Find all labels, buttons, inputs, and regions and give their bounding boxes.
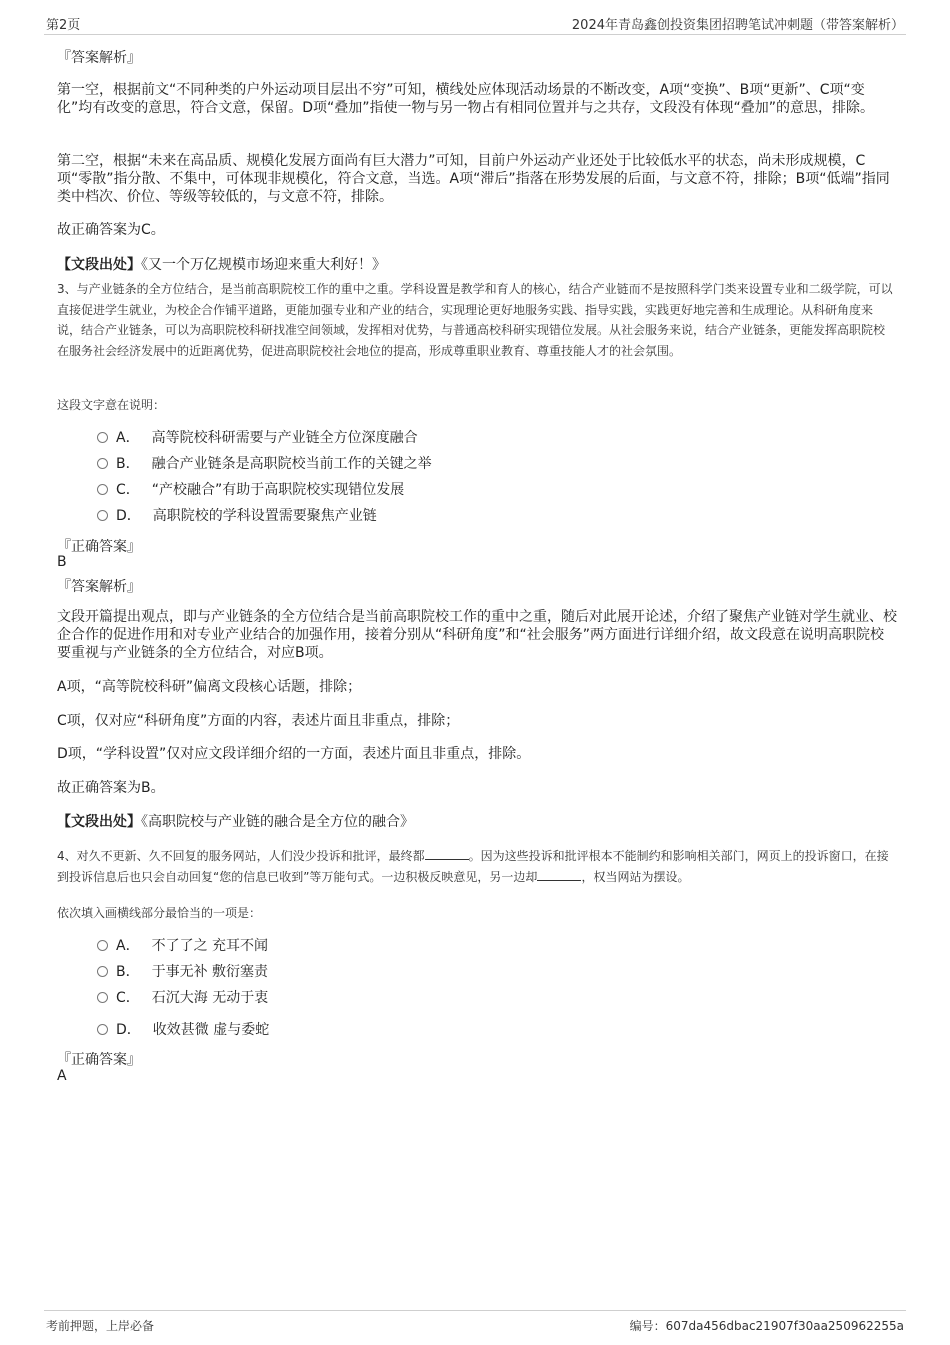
option-letter: C． (116, 482, 140, 498)
page-footer (44, 1310, 906, 1337)
q4-stem-part3: ，权当网站为摆设。 (581, 869, 690, 884)
q2-analysis-label: 『答案解析』 (57, 50, 141, 66)
q3-analysis-c: C项，仅对应“科研角度”方面的内容，表述片面且非重点，排除； (57, 713, 460, 729)
document-title: 2024年青岛鑫创投资集团招聘笔试冲刺题（带答案解析） (571, 18, 904, 33)
q3-prompt: 这段文字意在说明： (57, 398, 166, 412)
q4-option-c[interactable] (97, 988, 268, 1008)
q3-analysis-d: D项，“学科设置”仅对应文段详细介绍的一方面，表述片面且非重点，排除。 (57, 746, 531, 762)
q2-source (57, 256, 897, 274)
q4-stem-part1: 4、对久不更新、久不回复的服务网站，人们没少投诉和批评，最终都 (57, 849, 425, 863)
q4-option-d[interactable] (97, 1020, 269, 1040)
option-letter: A． (116, 938, 140, 954)
radio-icon[interactable] (97, 966, 108, 977)
option-letter: C． (116, 990, 140, 1006)
option-text: 高职院校的学科设置需要聚焦产业链 (152, 508, 377, 524)
option-text: 收效甚微 虚与委蛇 (152, 1022, 270, 1038)
option-text: 高等院校科研需要与产业链全方位深度融合 (151, 430, 418, 446)
option-letter: B． (116, 964, 140, 980)
q3-analysis-a: A项，“高等院校科研”偏离文段核心话题，排除； (57, 679, 362, 695)
q2-conclusion: 故正确答案为C。 (57, 222, 165, 238)
option-text: 于事无补 敷衍塞责 (151, 964, 269, 980)
radio-icon[interactable] (97, 940, 108, 951)
option-letter: B． (116, 456, 140, 472)
source-title: 《又一个万亿规模市场迎来重大利好！》 (141, 257, 386, 273)
radio-icon[interactable] (97, 484, 108, 495)
q2-analysis-p2: 第二空，根据“未来在高品质、规模化发展方面尚有巨大潜力”可知，目前户外运动产业还处于比较低水平的状态，尚未形成规模，C项“零散”指分散、不集中，可体现非规模化，符合文意，当选。A项“滞后”指落在形势发展的后面，与文意不符，排除；B项“低端”指同类中档次、价位、等级等较低的，与文意不符，排除。 (57, 153, 890, 205)
document-id: 编号：607da456dbac21907f30aa250962255a (629, 1319, 904, 1333)
radio-icon[interactable] (97, 432, 108, 443)
q3-option-d[interactable] (97, 506, 377, 526)
q3-option-c[interactable] (97, 480, 404, 500)
page-number: 第2页 (46, 18, 81, 33)
q3-correct-answer: B (57, 554, 67, 570)
q4-prompt: 依次填入画横线部分最恰当的一项是： (57, 906, 262, 920)
option-text: 不了了之 充耳不闻 (151, 938, 269, 954)
q4-correct-answer: A (57, 1068, 67, 1084)
option-text: “产校融合”有助于高职院校实现错位发展 (151, 482, 405, 498)
radio-icon[interactable] (97, 1024, 108, 1035)
q3-analysis-p1: 文段开篇提出观点，即与产业链条的全方位结合是当前高职院校工作的重中之重，随后对此展开论述，介绍了聚焦产业链对学生就业、校企合作的促进作用和对专业产业结合的加强作用，接着分别从“科研角度”和“社会服务”两方面进行详细介绍，故文段意在说明高职院校要重视与产业链条的全方位结合，对应B项。 (57, 609, 897, 661)
answer-blank (537, 868, 581, 881)
source-tag: 【文段出处】 (57, 814, 141, 830)
option-letter: A． (116, 430, 140, 446)
q3-analysis-label: 『答案解析』 (57, 579, 141, 595)
option-text: 融合产业链条是高职院校当前工作的关键之举 (151, 456, 432, 472)
radio-icon[interactable] (97, 458, 108, 469)
q4-stem (57, 846, 893, 887)
footer-slogan: 考前押题，上岸必备 (46, 1319, 155, 1333)
q3-source (57, 813, 897, 831)
q4-option-a[interactable] (97, 936, 268, 956)
q3-option-b[interactable] (97, 454, 432, 474)
radio-icon[interactable] (97, 992, 108, 1003)
q3-stem: 3、与产业链条的全方位结合，是当前高职院校工作的重中之重。学科设置是教学和育人的核心，结合产业链而不是按照科学门类来设置专业和二级学院，可以直接促进学生就业，为校企合作铺平道路，更能加强专业和产业的结合，实现理论更好地服务实践、指导实践，实践更好地完善和生成理论。从科研角度来说，结合产业链条，可以为高职院校科研找准空间领域，发挥相对优势，与普通高校科研实现错位发展。从社会服务来说，结合产业链条，更能发挥高职院校在服务社会经济发展中的近距离优势，促进高职院校社会地位的提高，形成尊重职业教育、尊重技能人才的社会氛围。 (57, 282, 893, 358)
option-letter: D． (116, 1022, 141, 1038)
option-letter: D． (116, 508, 141, 524)
q2-analysis-p1: 第一空，根据前文“不同种类的户外运动项目层出不穷”可知，横线处应体现活动场景的不断改变，A项“变换”、B项“更新”、C项“变化”均有改变的意思，符合文意，保留。D项“叠加”指使一物与另一物占有相同位置并与之共存，文段没有体现“叠加”的意思，排除。 (57, 82, 875, 116)
q3-option-a[interactable] (97, 428, 418, 448)
q3-correct-label: 『正确答案』 (57, 539, 141, 555)
radio-icon[interactable] (97, 510, 108, 521)
q4-stem-part2: 。因为这些投诉和批评根本不能制约和影响相关部门，网页上的投诉窗口，在接到投诉信息后也只会自动回复“您的信息已收到”等万能句式。一边积极反映意见，另一边却 (57, 849, 889, 884)
source-title: 《高职院校与产业链的融合是全方位的融合》 (141, 814, 414, 830)
source-tag: 【文段出处】 (57, 257, 141, 273)
page-header (44, 12, 906, 35)
answer-blank (425, 847, 469, 860)
q3-conclusion: 故正确答案为B。 (57, 780, 165, 796)
option-text: 石沉大海 无动于衷 (151, 990, 269, 1006)
q4-option-b[interactable] (97, 962, 268, 982)
q4-correct-label: 『正确答案』 (57, 1052, 141, 1068)
